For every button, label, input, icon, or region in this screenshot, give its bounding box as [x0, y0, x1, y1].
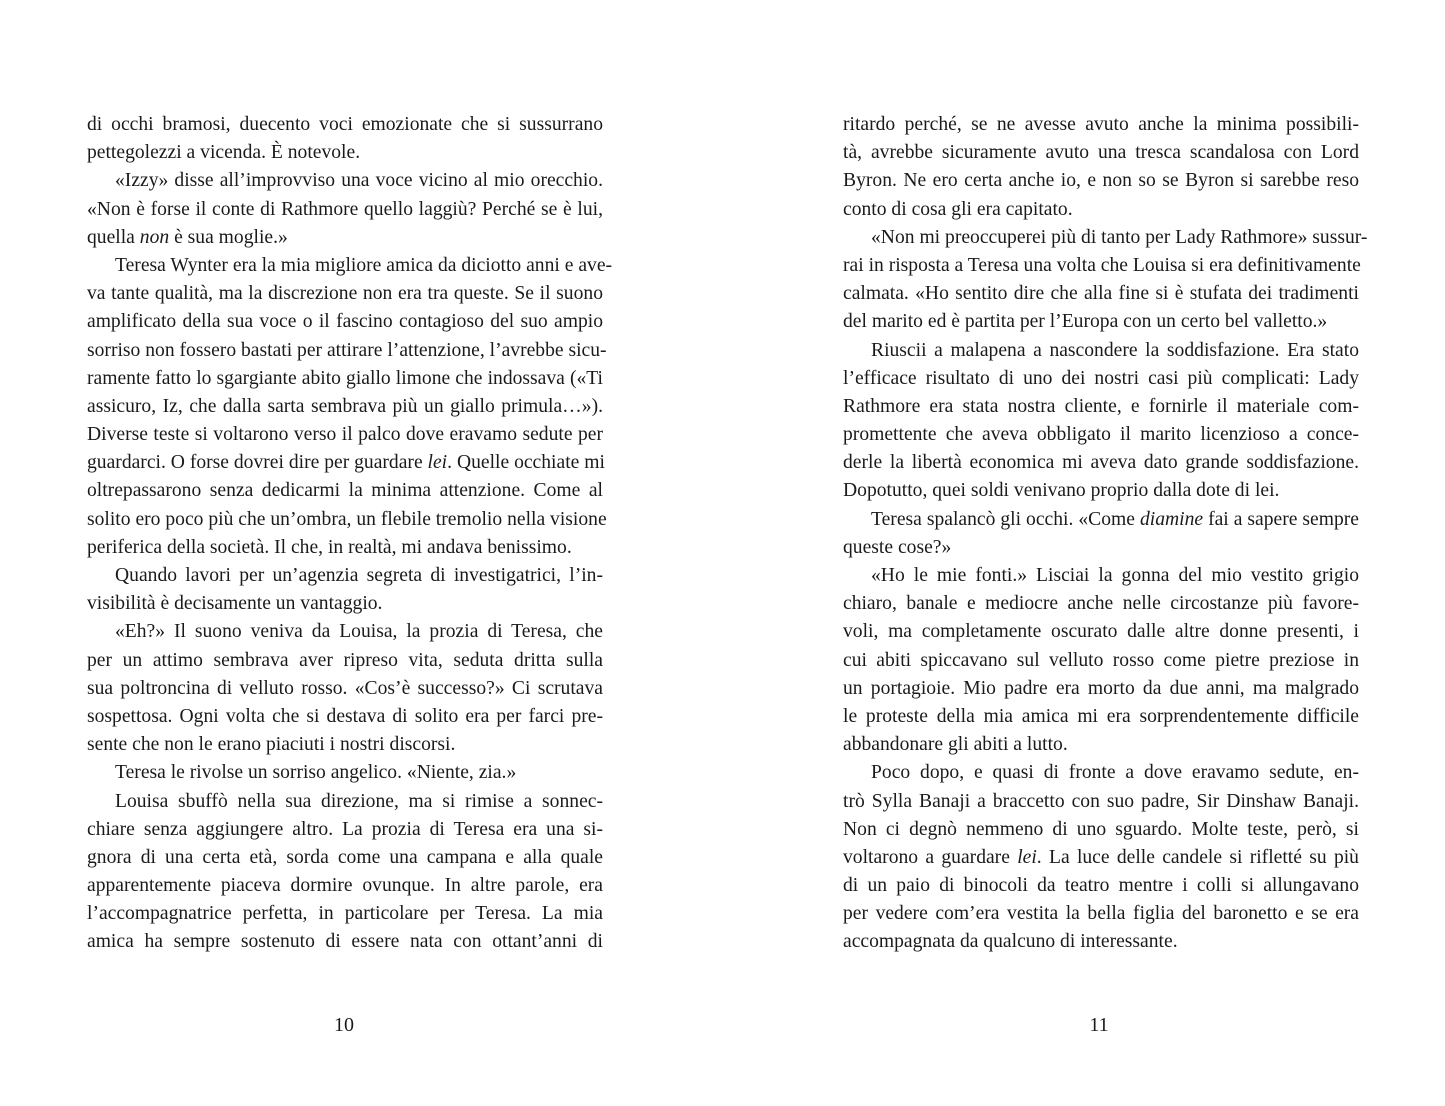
text-run: visibilità è decisamente un vantaggio.: [87, 593, 383, 615]
text-run: Byron. Ne ero certa anche io, e non so se Byron si sarebbe reso: [843, 170, 1359, 192]
text-run: l’efficace risultato di uno dei nostri casi più complicati: Lady: [843, 367, 1359, 389]
text-line: [843, 449, 1359, 477]
text-run: di occhi bramosi, duecento voci emozionate che si sussurrano: [87, 114, 603, 135]
text-run: derle la libertà economica mi aveva dato grande soddisfazione.: [843, 452, 1359, 474]
text-run: promettente che aveva obbligato il marito licenzioso a conce-: [843, 424, 1359, 446]
text-line: [843, 731, 1359, 759]
text-line: [843, 196, 1359, 224]
text-line: [87, 928, 603, 956]
text-run: del marito ed è partita per l’Europa con un certo bel valletto.»: [843, 311, 1328, 333]
text-run: accompagnata da qualcuno di interessante.: [843, 931, 1178, 953]
text-run: ramente fatto lo sgargiante abito giallo limone che indossava («Ti: [87, 367, 603, 389]
text-run: va tante qualità, ma la discrezione non era tra queste. Se il suono: [87, 283, 603, 305]
text-line: [843, 421, 1359, 449]
italic-word: diamine: [1139, 508, 1204, 530]
text-line: [843, 167, 1359, 195]
text-line: [87, 280, 603, 308]
text-line: [87, 252, 613, 280]
text-line: [87, 618, 603, 646]
page-number-left: 10: [334, 1014, 354, 1036]
text-line: [87, 703, 603, 731]
text-run: «Izzy» disse all’improvviso una voce vicino al mio orecchio.: [115, 170, 603, 192]
text-line: [843, 788, 1359, 816]
text-line: [87, 675, 603, 703]
italic-word: non: [139, 226, 170, 248]
text-run: Riuscii a malapena a nascondere la soddisfazione. Era stato: [871, 339, 1359, 361]
text-run: sorriso non fossero bastati per attirare l’attenzione, l’avrebbe sicu-: [87, 339, 607, 361]
text-run: cui abiti spiccavano sul velluto rosso come pietre preziose in: [843, 649, 1359, 671]
text-line: [87, 759, 603, 787]
text-run: conto di cosa gli era capitato.: [843, 198, 1073, 220]
text-line: [843, 675, 1359, 703]
text-line: [87, 900, 603, 928]
text-run: «Ho le mie fonti.» Lisciai la gonna del mio vestito grigio: [871, 565, 1359, 586]
text-line: [843, 337, 1359, 365]
text-run: amplificato della sua voce o il fascino contagioso del suo ampio: [87, 311, 603, 333]
text-line: [843, 759, 1359, 787]
text-run: . Quelle occhiate mi: [447, 452, 605, 474]
text-run: amica ha sempre sostenuto di essere nata con ottant’anni di: [87, 931, 603, 953]
text-line: [843, 816, 1359, 844]
text-run: apparentemente piaceva dormire ovunque. In altre parole, era: [87, 875, 603, 897]
text-run: l’accompagnatrice perfetta, in particolare per Teresa. La mia: [87, 903, 603, 925]
text-line: [87, 534, 603, 562]
text-line: [843, 506, 1359, 534]
text-line: [843, 844, 1359, 872]
text-run: le proteste della mia amica mi era sorprendentemente difficile: [843, 705, 1359, 727]
text-line: [843, 618, 1359, 646]
text-run: «Non è forse il conte di Rathmore quello laggiù? Perché se è lui,: [87, 198, 603, 220]
text-run: sua poltroncina di velluto rosso. «Cos’è successo?» Ci scrutava: [87, 677, 603, 699]
text-run: Dopotutto, quei soldi venivano proprio dalla dote di lei.: [843, 480, 1280, 502]
text-run: pettegolezzi a vicenda. È notevole.: [87, 142, 361, 164]
text-run: guardarci. O forse dovrei dire per guardare: [87, 452, 428, 474]
text-run: per vedere com’era vestita la bella figlia del baronetto e se era: [843, 903, 1359, 925]
text-run: trò Sylla Banaji a braccetto con suo padre, Sir Dinshaw Banaji.: [843, 790, 1359, 812]
text-line: [87, 308, 603, 336]
right-page-body: [843, 111, 1368, 957]
text-line: [87, 111, 603, 139]
text-run: voltarono a guardare: [843, 846, 1018, 868]
text-line: [87, 731, 603, 759]
text-run: sente che non le erano piaciuti i nostri discorsi.: [87, 734, 456, 756]
text-line: [843, 562, 1359, 590]
text-run: Teresa Wynter era la mia migliore amica da diciotto anni e ave-: [115, 254, 613, 276]
text-line: [843, 703, 1359, 731]
text-line: [87, 224, 603, 252]
text-line: [87, 393, 603, 421]
text-run: chiaro, banale e mediocre anche nelle circostanze più favore-: [843, 593, 1359, 615]
text-run: oltrepassarono senza dedicarmi la minima attenzione. Come al: [87, 480, 603, 502]
text-line: [87, 196, 603, 224]
text-run: abbandonare gli abiti a lutto.: [843, 734, 1068, 756]
text-run: per un attimo sembrava aver ripreso vita, seduta dritta sulla: [87, 649, 603, 671]
text-line: [87, 816, 603, 844]
text-run: di un paio di binocoli da teatro mentre i colli si allungavano: [843, 875, 1359, 897]
text-line: [87, 167, 603, 195]
text-line: [87, 139, 603, 167]
text-line: [843, 139, 1359, 167]
text-run: quella: [87, 226, 140, 248]
text-line: [87, 337, 607, 365]
text-line: [843, 280, 1359, 308]
text-run: ritardo perché, se ne avesse avuto anche la minima possibili-: [843, 114, 1359, 135]
text-run: Teresa spalancò gli occhi. «Come: [871, 508, 1140, 530]
text-line: [87, 562, 603, 590]
text-line: [843, 928, 1359, 956]
text-run: Poco dopo, e quasi di fronte a dove eravamo sedute, en-: [871, 762, 1359, 784]
text-run: Quando lavori per un’agenzia segreta di investigatrici, l’in-: [115, 565, 603, 586]
text-line: [87, 365, 603, 393]
text-run: «Non mi preoccuperei più di tanto per Lady Rathmore» sussur-: [871, 226, 1368, 248]
text-run: fai a sapere sempre: [1203, 508, 1360, 530]
text-line: [843, 477, 1359, 505]
text-line: [87, 477, 603, 505]
text-line: [843, 900, 1359, 928]
italic-word: lei: [1017, 846, 1037, 868]
text-line: [843, 365, 1359, 393]
text-run: solito ero poco più che un’ombra, un flebile tremolio nella visione: [87, 508, 607, 530]
text-run: voli, ma completamente oscurato dalle altre donne presenti, i: [843, 621, 1359, 643]
text-line: [843, 252, 1359, 280]
text-line: [87, 647, 603, 675]
text-run: Non ci degnò nemmeno di uno sguardo. Molte teste, però, si: [843, 818, 1359, 840]
text-run: periferica della società. Il che, in realtà, mi andava benissimo.: [87, 536, 572, 558]
text-run: gnora di una certa età, sorda come una campana e alla quale: [87, 846, 603, 868]
text-line: [87, 421, 603, 449]
text-run: rai in risposta a Teresa una volta che Louisa si era definitivamente: [843, 254, 1361, 276]
text-line: [87, 506, 607, 534]
text-run: assicuro, Iz, che dalla sarta sembrava più un giallo primula…»).: [87, 395, 603, 417]
text-line: [843, 872, 1359, 900]
text-run: queste cose?»: [843, 536, 952, 558]
text-run: «Eh?» Il suono veniva da Louisa, la prozia di Teresa, che: [115, 621, 603, 643]
text-run: calmata. «Ho sentito dire che alla fine si è stufata dei tradimenti: [843, 283, 1359, 305]
text-line: [843, 224, 1368, 252]
text-run: Louisa sbuffò nella sua direzione, ma si rimise a sonnec-: [115, 790, 603, 812]
text-line: [87, 449, 603, 477]
text-run: Diverse teste si voltarono verso il palco dove eravamo sedute per: [87, 424, 603, 446]
text-run: un portagioie. Mio padre era morto da due anni, ma malgrado: [843, 677, 1359, 699]
text-run: tà, avrebbe sicuramente avuto una tresca scandalosa con Lord: [843, 142, 1359, 164]
text-run: Teresa le rivolse un sorriso angelico. «Niente, zia.»: [115, 762, 517, 784]
text-run: . La luce delle candele si rifletté su più: [1036, 846, 1359, 868]
text-line: [843, 590, 1359, 618]
text-run: sospettosa. Ogni volta che si destava di solito era per farci pre-: [87, 705, 603, 727]
text-line: [843, 111, 1359, 139]
text-run: Rathmore era stata nostra cliente, e fornirle il materiale com-: [843, 395, 1359, 417]
text-line: [843, 393, 1359, 421]
text-run: è sua moglie.»: [169, 226, 288, 248]
italic-word: lei: [427, 452, 448, 474]
text-line: [843, 534, 1359, 562]
text-line: [87, 872, 603, 900]
text-line: [87, 590, 603, 618]
text-line: [843, 308, 1359, 336]
text-line: [87, 788, 603, 816]
text-run: chiare senza aggiungere altro. La prozia di Teresa era una si-: [87, 818, 603, 840]
left-page-body: [87, 111, 613, 957]
text-line: [87, 844, 603, 872]
text-line: [843, 647, 1359, 675]
page-number-right: 11: [1089, 1014, 1109, 1036]
